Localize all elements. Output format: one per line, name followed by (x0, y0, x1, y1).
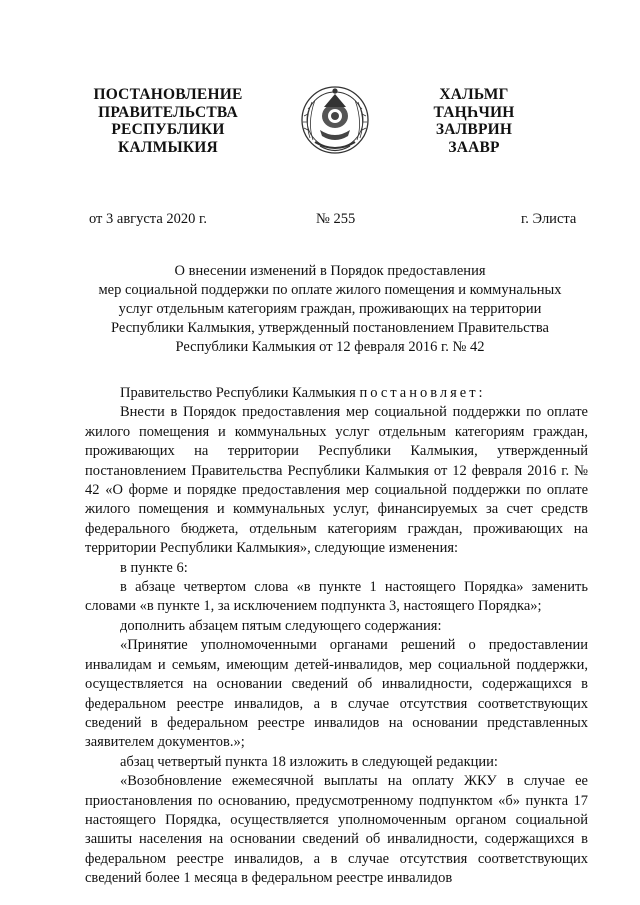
header-right-line: ЗАЛВРИН (435, 121, 513, 138)
kalmykia-coat-of-arms-icon (298, 80, 372, 158)
document-title (80, 262, 580, 357)
body-paragraph: «Принятие уполномоченными органами решений о предоставлении инвалидам и семьям, имеющим детей-инвалидов, мер социальной поддержки, осуществляется на основании сведений об инвалидности, содержащихся в федеральном реестре инвалидов, а в случае отсутствия соответствующих сведений в федеральном реестре инвалидов на основании представленных заявителем документов.»; (85, 637, 588, 751)
header-left-line: ПОСТАНОВЛЕНИЕ (93, 86, 243, 103)
title-line: О внесении изменений в Порядок предоставления (174, 263, 486, 279)
header-left-line: РЕСПУБЛИКИ (111, 121, 225, 138)
preamble-text: Правительство Республики Калмыкия (120, 385, 356, 401)
body-paragraph: в абзаце четвертом слова «в пункте 1 настоящего Порядка» заменить словами «в пункте 1, за исключением подпункта 3, настоящего Порядка»; (85, 579, 588, 615)
header-left-line: КАЛМЫКИЯ (118, 138, 218, 156)
title-line: Республики Калмыкия от 12 февраля 2016 г. № 42 (175, 339, 485, 355)
title-line: Республики Калмыкия, утвержденный постановлением Правительства (111, 320, 549, 336)
header-right (418, 86, 530, 156)
document-body (85, 384, 588, 889)
preamble-decree: постановляет: (359, 385, 486, 401)
document-number: № 255 (316, 211, 356, 227)
body-paragraph: Внести в Порядок предоставления мер социальной поддержки по оплате жилого помещения и коммунальных услуг отдельным категориям граждан, проживающих на территории Республики Калмыкия, утвержденный постановлением Правительства Республики Калмыкия от 12 февраля 2016 г. № 42 «О форме и порядке предоставления мер социальной поддержки по оплате жилого помещения и коммунальных услуг, финансируемых за счет средств федерального бюджета, отдельным категориям граждан, проживающих на территории Республики Калмыкия», следующие изменения: (85, 404, 588, 557)
header-right-line: ЗААВР (448, 138, 500, 156)
header-left (78, 86, 258, 156)
document-date: от 3 августа 2020 г. (89, 211, 207, 227)
document-city: г. Элиста (521, 211, 577, 227)
header-right-line: ТАҢҺЧИН (433, 103, 515, 121)
header-left-line: ПРАВИТЕЛЬСТВА (98, 103, 238, 121)
preamble (85, 384, 588, 403)
body-paragraph: в пункте 6: (120, 559, 188, 576)
body-paragraph: «Возобновление ежемесячной выплаты на оплату ЖКУ в случае ее приостановления по основанию, предусмотренному подпунктом «б» пункта 17 настоящего Порядка, осуществляется уполномоченным органом социальной зашиты населения на основании сведений об инвалидности, содержащихся в федеральном реестре инвалидов, а в случае отсутствия соответствующих сведений более 1 месяца в федеральном реестре инвалидов (85, 773, 588, 887)
title-line: услуг отдельным категориям граждан, проживающих на территории (118, 301, 542, 317)
body-paragraph: абзац четвертый пункта 18 изложить в следующей редакции: (120, 753, 498, 770)
header-right-line: ХАЛЬМГ (439, 86, 509, 103)
title-line: мер социальной поддержки по оплате жилого помещения и коммунальных (98, 282, 562, 298)
body-paragraph: дополнить абзацем пятым следующего содержания: (120, 617, 442, 634)
